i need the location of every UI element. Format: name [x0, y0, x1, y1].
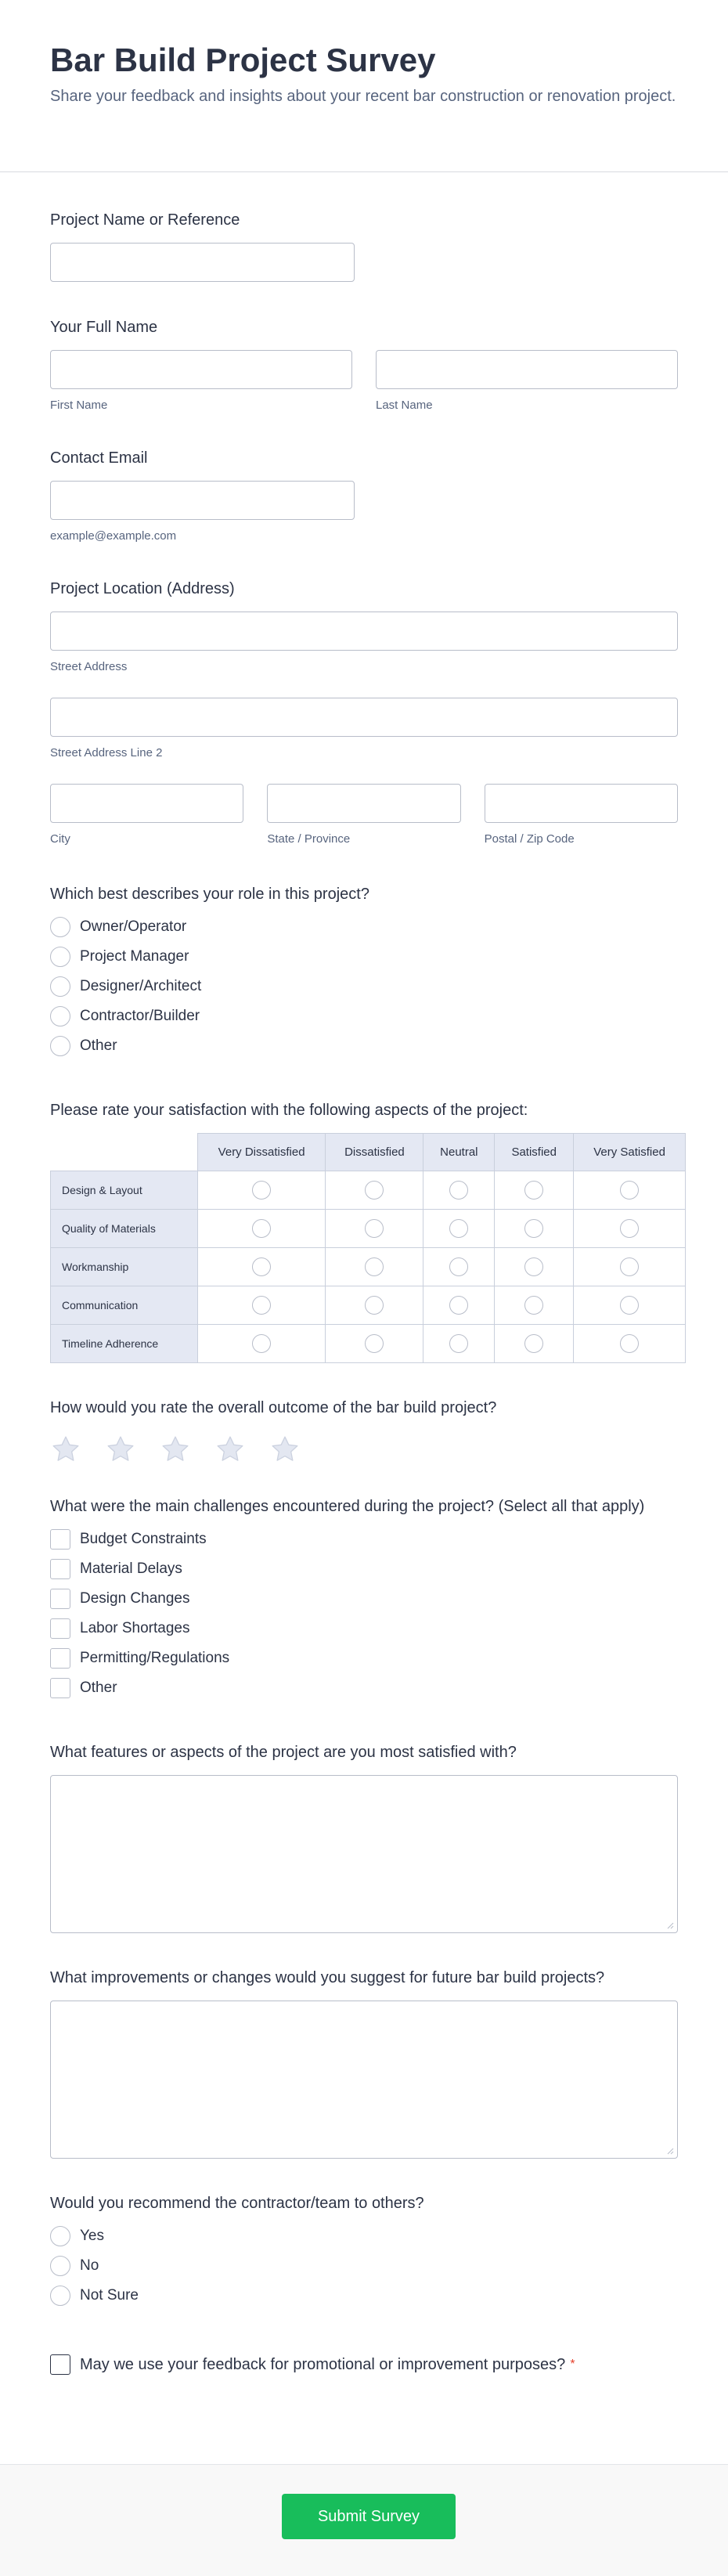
matrix-row: [51, 1210, 686, 1248]
matrix-radio[interactable]: [449, 1219, 468, 1238]
improvements-label: What improvements or changes would you suggest for future bar build projects?: [50, 1969, 605, 1986]
role-option[interactable]: Contractor/Builder: [50, 1001, 678, 1031]
matrix-radio[interactable]: [252, 1257, 271, 1276]
project-name-label: Project Name or Reference: [50, 211, 240, 229]
survey-form: [0, 172, 728, 2464]
matrix-radio[interactable]: [449, 1334, 468, 1353]
overall-rating-label: How would you rate the overall outcome of the bar build project?: [50, 1399, 497, 1416]
radio-button[interactable]: [50, 2226, 70, 2246]
matrix-radio[interactable]: [252, 1219, 271, 1238]
city-input[interactable]: [50, 784, 243, 823]
street-address-sublabel: Street Address: [50, 660, 128, 673]
star-icon[interactable]: [214, 1434, 246, 1465]
matrix-radio[interactable]: [252, 1296, 271, 1315]
checkbox[interactable]: [50, 1589, 70, 1609]
matrix-radio[interactable]: [365, 1257, 384, 1276]
email-section: [50, 448, 678, 542]
street-address-input[interactable]: [50, 612, 678, 651]
recommend-option[interactable]: No: [50, 2251, 678, 2281]
role-section: [50, 884, 678, 1061]
matrix-radio[interactable]: [620, 1334, 639, 1353]
radio-button[interactable]: [50, 917, 70, 937]
satisfied-features-label: What features or aspects of the project are you most satisfied with?: [50, 1744, 517, 1761]
challenge-option[interactable]: Other: [50, 1673, 678, 1703]
checkbox[interactable]: [50, 1559, 70, 1579]
matrix-radio[interactable]: [620, 1219, 639, 1238]
matrix-column-header: Very Satisfied: [574, 1134, 686, 1171]
matrix-radio[interactable]: [524, 1296, 543, 1315]
matrix-radio[interactable]: [449, 1257, 468, 1276]
state-input[interactable]: [267, 784, 460, 823]
challenge-option[interactable]: Design Changes: [50, 1584, 678, 1614]
consent-option[interactable]: [50, 2350, 678, 2379]
satisfied-features-textarea[interactable]: [50, 1775, 678, 1933]
matrix-column-header: Neutral: [423, 1134, 495, 1171]
address-label: Project Location (Address): [50, 580, 235, 597]
matrix-row: [51, 1248, 686, 1286]
matrix-radio[interactable]: [365, 1296, 384, 1315]
city-sublabel: City: [50, 832, 70, 846]
consent-section: [50, 2350, 678, 2379]
role-option[interactable]: Project Manager: [50, 942, 678, 972]
last-name-sublabel: Last Name: [376, 399, 433, 412]
star-icon[interactable]: [269, 1434, 301, 1465]
recommend-section: [50, 2193, 678, 2311]
challenges-label: What were the main challenges encountered during the project? (Select all that apply): [50, 1498, 645, 1515]
radio-button[interactable]: [50, 947, 70, 967]
required-asterisk: *: [570, 2358, 575, 2371]
zip-sublabel: Postal / Zip Code: [484, 832, 575, 846]
radio-button[interactable]: [50, 976, 70, 997]
challenge-option[interactable]: Budget Constraints: [50, 1524, 678, 1554]
matrix-radio[interactable]: [620, 1181, 639, 1200]
form-footer: [0, 2464, 728, 2576]
matrix-radio[interactable]: [449, 1296, 468, 1315]
consent-checkbox[interactable]: [50, 2354, 70, 2375]
resize-grip-icon[interactable]: [666, 2147, 674, 2155]
role-label: Which best describes your role in this project?: [50, 886, 369, 903]
matrix-row: [51, 1286, 686, 1325]
satisfaction-section: [50, 1100, 678, 1363]
radio-button[interactable]: [50, 2256, 70, 2276]
address-section: [50, 579, 678, 846]
matrix-radio[interactable]: [365, 1219, 384, 1238]
matrix-row-header: Design & Layout: [51, 1171, 198, 1210]
improvements-section: [50, 1968, 678, 2159]
challenges-section: [50, 1496, 678, 1703]
full-name-section: [50, 317, 678, 411]
satisfaction-label: Please rate your satisfaction with the following aspects of the project:: [50, 1102, 528, 1119]
challenge-option[interactable]: Labor Shortages: [50, 1614, 678, 1643]
improvements-textarea[interactable]: [50, 2001, 678, 2159]
matrix-radio[interactable]: [449, 1181, 468, 1200]
consent-label: May we use your feedback for promotional or improvement purposes?: [80, 2355, 566, 2373]
form-title: Bar Build Project Survey: [50, 41, 436, 78]
overall-rating-section: [50, 1398, 678, 1465]
zip-input[interactable]: [485, 784, 678, 823]
matrix-row-header: Communication: [51, 1286, 198, 1325]
matrix-row: [51, 1325, 686, 1363]
role-option[interactable]: Designer/Architect: [50, 972, 678, 1001]
matrix-row-header: Timeline Adherence: [51, 1325, 198, 1363]
radio-button[interactable]: [50, 1006, 70, 1026]
matrix-column-header: Very Dissatisfied: [197, 1134, 326, 1171]
matrix-row: [51, 1171, 686, 1210]
email-label: Contact Email: [50, 449, 148, 467]
challenge-option[interactable]: Material Delays: [50, 1554, 678, 1584]
project-name-section: [50, 210, 678, 280]
challenge-option[interactable]: Permitting/Regulations: [50, 1643, 678, 1673]
matrix-radio[interactable]: [524, 1181, 543, 1200]
star-icon[interactable]: [50, 1434, 81, 1465]
matrix-row-header: Quality of Materials: [51, 1210, 198, 1248]
matrix-radio[interactable]: [620, 1257, 639, 1276]
checkbox[interactable]: [50, 1529, 70, 1550]
checkbox[interactable]: [50, 1618, 70, 1639]
matrix-radio[interactable]: [365, 1181, 384, 1200]
role-option[interactable]: Other: [50, 1031, 678, 1061]
satisfied-features-section: [50, 1742, 678, 1933]
form-description: Share your feedback and insights about your recent bar construction or renovation project.: [50, 88, 676, 105]
street-address-line2-sublabel: Street Address Line 2: [50, 746, 163, 759]
form-header: [0, 0, 728, 172]
recommend-option[interactable]: Yes: [50, 2221, 678, 2251]
radio-button[interactable]: [50, 1036, 70, 1056]
star-icon[interactable]: [160, 1434, 191, 1465]
checkbox[interactable]: [50, 1648, 70, 1669]
email-input[interactable]: [50, 481, 355, 520]
street-address-line2-input[interactable]: [50, 698, 678, 737]
matrix-radio[interactable]: [252, 1181, 271, 1200]
matrix-radio[interactable]: [365, 1334, 384, 1353]
project-name-input[interactable]: [50, 243, 355, 282]
star-rating: [50, 1434, 678, 1465]
matrix-column-header: Satisfied: [495, 1134, 574, 1171]
last-name-input[interactable]: [376, 350, 678, 389]
satisfaction-matrix: [50, 1133, 686, 1363]
matrix-column-header: Dissatisfied: [326, 1134, 423, 1171]
matrix-radio[interactable]: [524, 1219, 543, 1238]
recommend-option[interactable]: Not Sure: [50, 2281, 678, 2311]
matrix-radio[interactable]: [252, 1334, 271, 1353]
star-icon[interactable]: [105, 1434, 136, 1465]
matrix-radio[interactable]: [524, 1334, 543, 1353]
checkbox[interactable]: [50, 1678, 70, 1698]
matrix-radio[interactable]: [524, 1257, 543, 1276]
submit-button[interactable]: Submit Survey: [282, 2494, 456, 2539]
matrix-radio[interactable]: [620, 1296, 639, 1315]
radio-button[interactable]: [50, 2286, 70, 2306]
email-sublabel: example@example.com: [50, 529, 177, 543]
first-name-input[interactable]: [50, 350, 352, 389]
full-name-label: Your Full Name: [50, 319, 158, 336]
matrix-row-header: Workmanship: [51, 1248, 198, 1286]
state-sublabel: State / Province: [267, 832, 351, 846]
first-name-sublabel: First Name: [50, 399, 108, 412]
role-option[interactable]: Owner/Operator: [50, 912, 678, 942]
recommend-label: Would you recommend the contractor/team to others?: [50, 2195, 424, 2212]
resize-grip-icon[interactable]: [666, 1921, 674, 1929]
